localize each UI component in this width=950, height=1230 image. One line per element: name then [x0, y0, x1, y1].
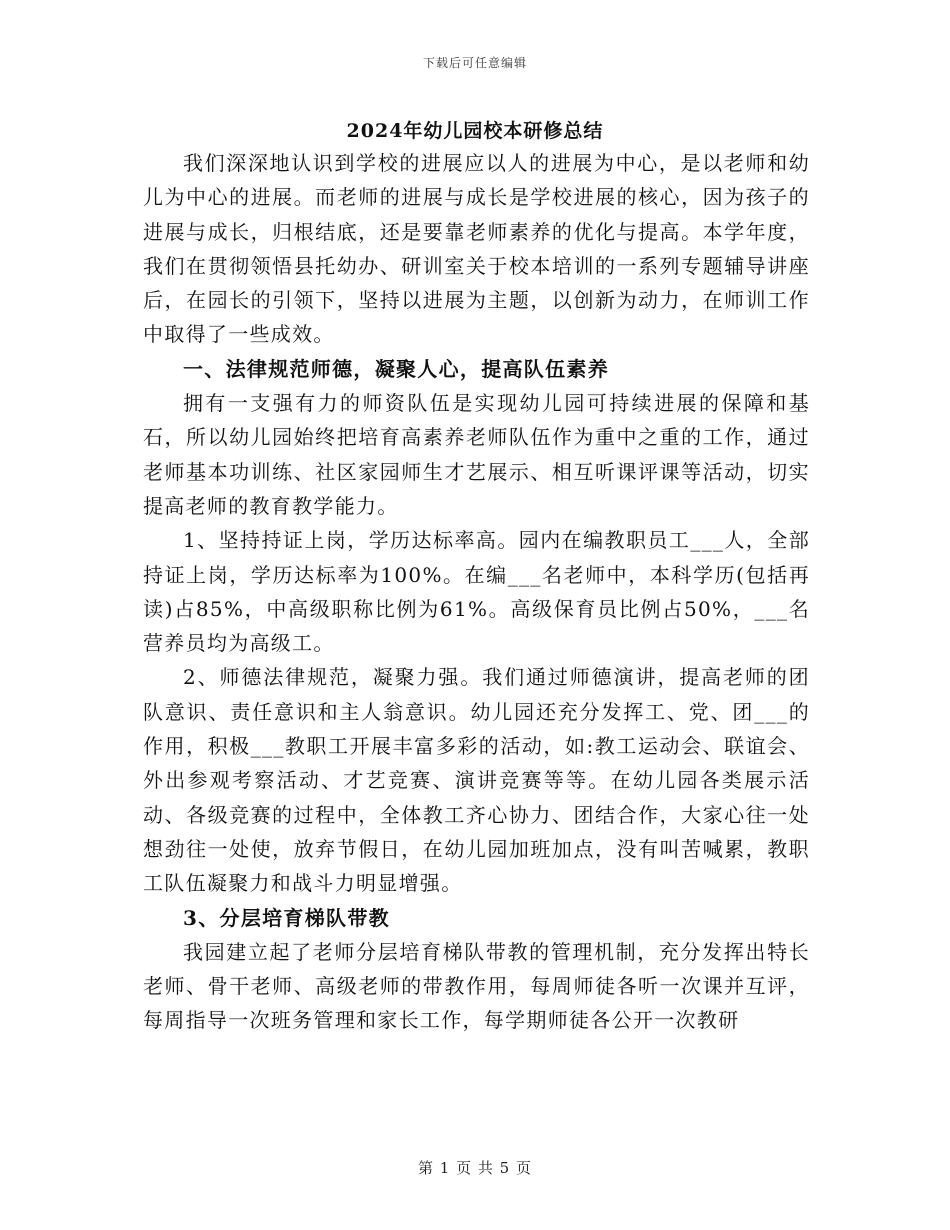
page-header-note: 下载后可任意编辑 [422, 56, 527, 70]
section-1-item-1: 1、坚持持证上岗，学历达标率高。园内在编教职员工___人，全部持证上岗，学历达标率为100%。在编___名老师中，本科学历(包括再读)占85%，中高级职称比例为61%。高级保育员比例占50%，___名营养员均为高级工。 [143, 528, 810, 656]
section-3-paragraph: 我园建立起了老师分层培育梯队带教的管理机制，充分发挥出特长老师、骨干老师、高级老师的带教作用，每周师徒各听一次课并互评，每周指导一次班务管理和家长工作，每学期师徒各公开一次教研 [143, 939, 810, 1033]
section-1-paragraph: 拥有一支强有力的师资队伍是实现幼儿园可持续进展的保障和基石，所以幼儿园始终把培育高素养老师队伍作为重中之重的工作，通过老师基本功训练、社区家园师生才艺展示、相互听课评课等活动，切实提高老师的教育教学能力。 [143, 391, 810, 518]
intro-paragraph: 我们深深地认识到学校的进展应以人的进展为中心，是以老师和幼儿为中心的进展。而老师的进展与成长是学校进展的核心，因为孩子的进展与成长，归根结底，还是要靠老师素养的优化与提高。本学年度，我们在贯彻领悟县托幼办、研训室关于校本培训的一系列专题辅导讲座后，在园长的引领下，坚持以进展为主题，以创新为动力，在师训工作中取得了一些成效。 [143, 151, 810, 347]
document-body [143, 146, 810, 1038]
page-number: 第 1 页 共 5 页 [418, 1159, 532, 1177]
section-heading-1: 一、法律规范师德，凝聚人心，提高队伍素养 [183, 356, 609, 381]
section-heading-3: 3、分层培育梯队带教 [183, 905, 390, 930]
document-title: 2024年幼儿园校本研修总结 [346, 120, 604, 142]
section-1-item-2: 2、师德法律规范，凝聚力强。我们通过师德演讲，提高老师的团队意识、责任意识和主人翁意识。幼儿园还充分发挥工、党、团___的作用，积极___教职工开展丰富多彩的活动，如:教工运动会、联谊会、外出参观考察活动、才艺竞赛、演讲竞赛等等。在幼儿园各类展示活动、各级竞赛的过程中，全体教工齐心协力、团结合作，大家心往一处想劲往一处使，放弃节假日，在幼儿园加班加点，没有叫苦喊累，教职工队伍凝聚力和战斗力明显增强。 [143, 665, 810, 896]
